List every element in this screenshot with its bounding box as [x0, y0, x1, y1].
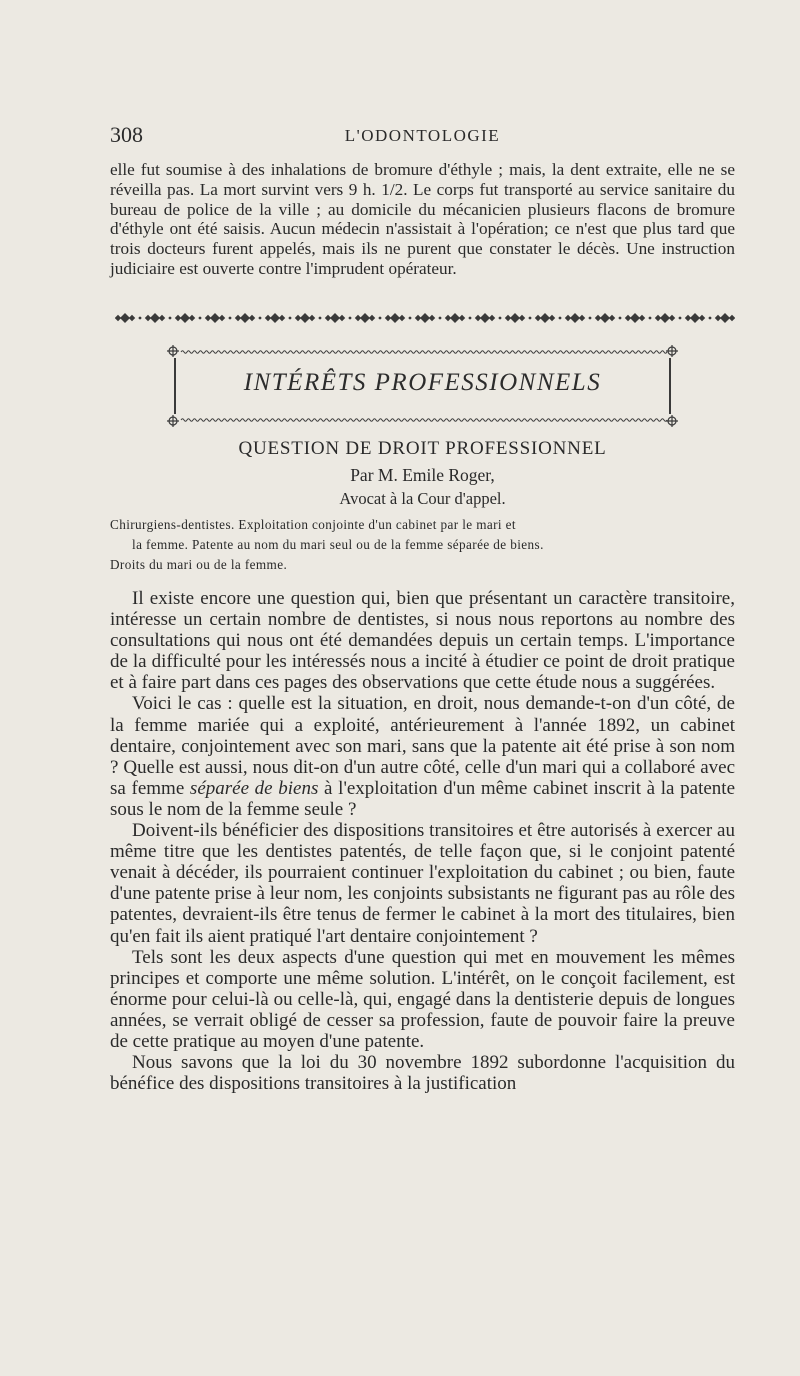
ornamental-divider [115, 311, 735, 325]
summary-line: Droits du mari ou de la femme. [110, 556, 288, 572]
page-number: 308 [110, 122, 143, 147]
page-header [110, 122, 735, 152]
section-banner [165, 342, 680, 430]
article-body [110, 588, 735, 1094]
emphasis-text: séparée de biens [189, 777, 319, 799]
author-role: Avocat à la Cour d'appel. [339, 489, 506, 508]
article-heading: QUESTION DE DROIT PROFESSIONNEL [238, 438, 607, 459]
summary-line: la femme. Patente au nom du mari seul ou de la femme séparée de biens. [132, 536, 544, 552]
body-paragraph: Il existe encore une question qui, bien que présentant un caractère transitoire, intéresse un certain nombre de dentistes, si nous nous reportons au nombre des consultations qui nous ont été demandées depuis un certain temps. L'importance de la difficulté pour les intéressés nous a incité à étudier ce point de droit pratique et à faire part dans ces pages des observations que cette étude nous a suggérées. [110, 588, 735, 694]
article-summary [110, 515, 735, 574]
body-paragraph: Tels sont les deux aspects d'une question qui met en mouvement les mêmes principes et comporte une même solution. L'intérêt, on le conçoit facilement, est énorme pour celui-là ou celle-là, qui, engagé dans la dentisterie depuis de longues années, se verrait obligé de cesser sa profession, faute de pouvoir faire la preuve de cette pratique au moyen d'une patente. [110, 946, 735, 1052]
article-byline: Par M. Emile Roger, [350, 465, 495, 485]
body-paragraph: Nous savons que la loi du 30 novembre 1892 subordonne l'acquisition du bénéfice des dispositions transitoires à la justification [110, 1052, 735, 1095]
section-title: INTÉRÊTS PROFESSIONNELS [243, 369, 602, 396]
body-paragraph [110, 693, 735, 820]
intro-paragraph: elle fut soumise à des inhalations de bromure d'éthyle ; mais, la dent extraite, elle ne se réveilla pas. La mort survint vers 9 h. 1/2. Le corps fut transporté au service sanitaire du bureau de police de la ville ; au domicile du mécanicien plusieurs flacons de bromure d'éthyle ont été saisis. Aucun médecin n'assistait à l'opération; ce n'est que plus tard que trois docteurs furent appelés, mais ils ne purent que constater le décès. Une instruction judiciaire est ouverte contre l'imprudent opérateur. [110, 160, 735, 278]
running-title: L'ODONTOLOGIE [344, 126, 501, 145]
body-paragraph: Doivent-ils bénéficier des dispositions transitoires et être autorisés à exercer au même titre que les dentistes patentés, de telle façon que, si le conjoint patenté venait à décéder, ils pourraient continuer l'exploitation du cabinet ; ou bien, faute d'une patente prise à leur nom, les conjoints subsistants ne figurant pas au rôle des patentes, devraient-ils être tenus de fermer le cabinet à la mort des titulaires, bien qu'en fait ils aient pratiqué l'art dentaire conjointement ? [110, 820, 735, 947]
paragraph-text: à l'exploitation d'un même cabinet inscrit à la patente sous le nom de la femme seule ? [110, 777, 735, 820]
paragraph-text: Voici le cas : quelle est la situation, en droit, nous demande-t-on d'un côté, de la femme mariée qui a exploité, antérieurement à l'année 1892, un cabinet dentaire, conjointement avec son mari, sans que la patente ait été prise à son nom ? Quelle est aussi, nous dit-on d'un autre côté, celle d'un mari qui a collaboré avec sa femme [110, 693, 735, 799]
summary-line: Chirurgiens-dentistes. Exploitation conjointe d'un cabinet par le mari et [110, 517, 516, 532]
